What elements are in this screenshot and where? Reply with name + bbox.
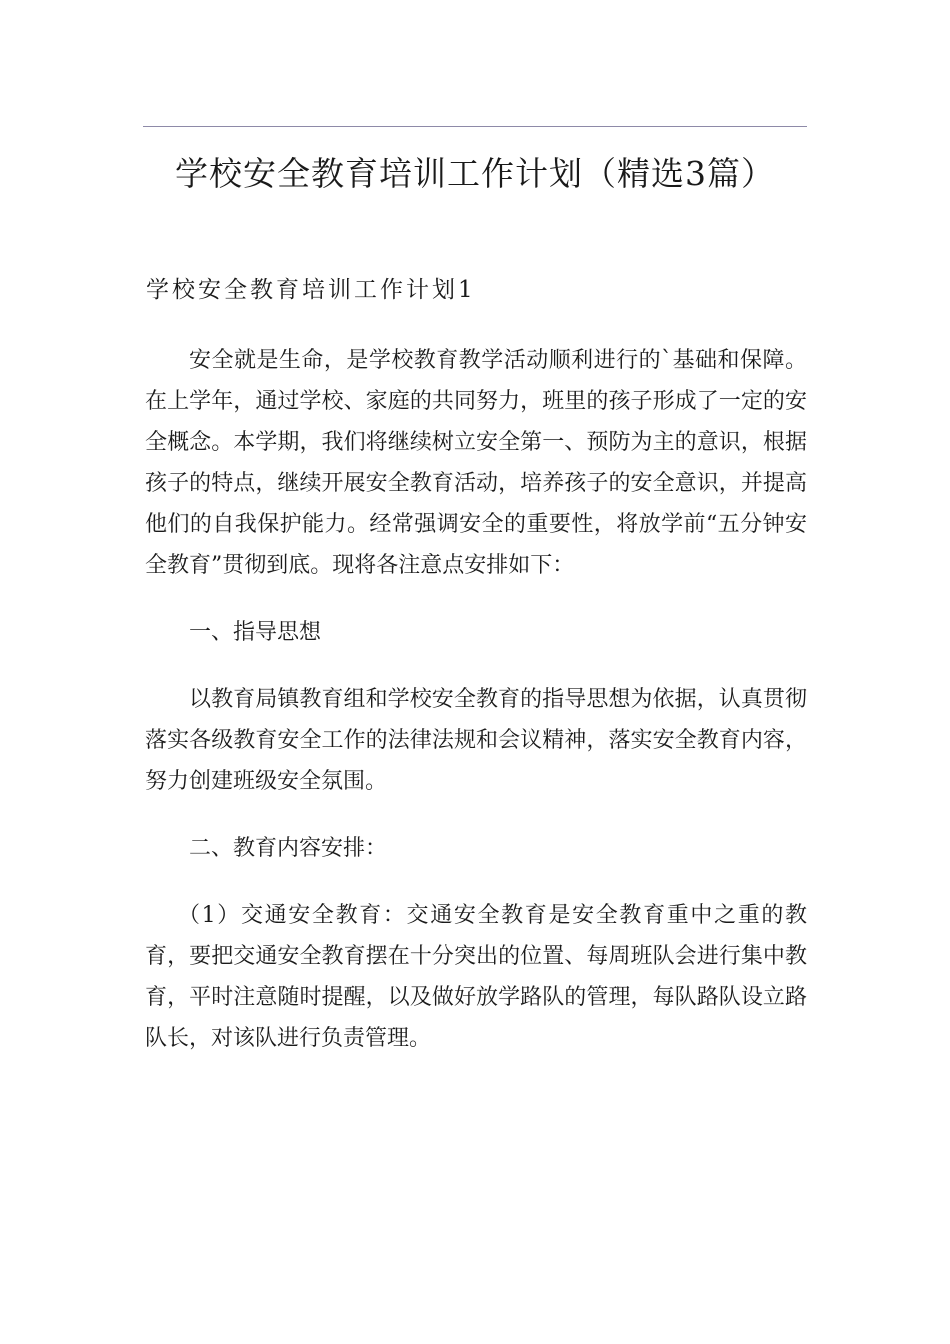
spacer — [145, 869, 807, 895]
spacer — [145, 653, 807, 679]
traffic-safety-item: （1）交通安全教育：交通安全教育是安全教育重中之重的教育，要把交通安全教育摆在十分突出的位置、每周班队会进行集中教育，平时注意随时提醒，以及做好放学路队的管理，每队路队设立路队长，对该队进行负责管理。 — [145, 903, 807, 1051]
header-rule — [143, 126, 807, 127]
heading-guiding-ideology: 一、指导思想 — [189, 620, 322, 645]
spacer — [145, 802, 807, 828]
guiding-ideology-paragraph: 以教育局镇教育组和学校安全教育的指导思想为依据，认真贯彻落实各级教育安全工作的法律法规和会议精神，落实安全教育内容，努力创建班级安全氛围。 — [145, 687, 807, 794]
document-body — [145, 340, 807, 1059]
intro-paragraph: 安全就是生命，是学校教育教学活动顺利进行的`基础和保障。在上学年，通过学校、家庭的共同努力，班里的孩子形成了一定的安全概念。本学期，我们将继续树立安全第一、预防为主的意识，根据孩子的特点，继续开展安全教育活动，培养孩子的安全意识，并提高他们的自我保护能力。经常强调安全的重要性，将放学前“五分钟安全教育”贯彻到底。现将各注意点安排如下： — [145, 348, 807, 578]
spacer — [145, 586, 807, 612]
document-title: 学校安全教育培训工作计划（精选3篇） — [175, 154, 775, 193]
section-title: 学校安全教育培训工作计划1 — [146, 277, 476, 303]
heading-education-content: 二、教育内容安排： — [189, 836, 388, 861]
